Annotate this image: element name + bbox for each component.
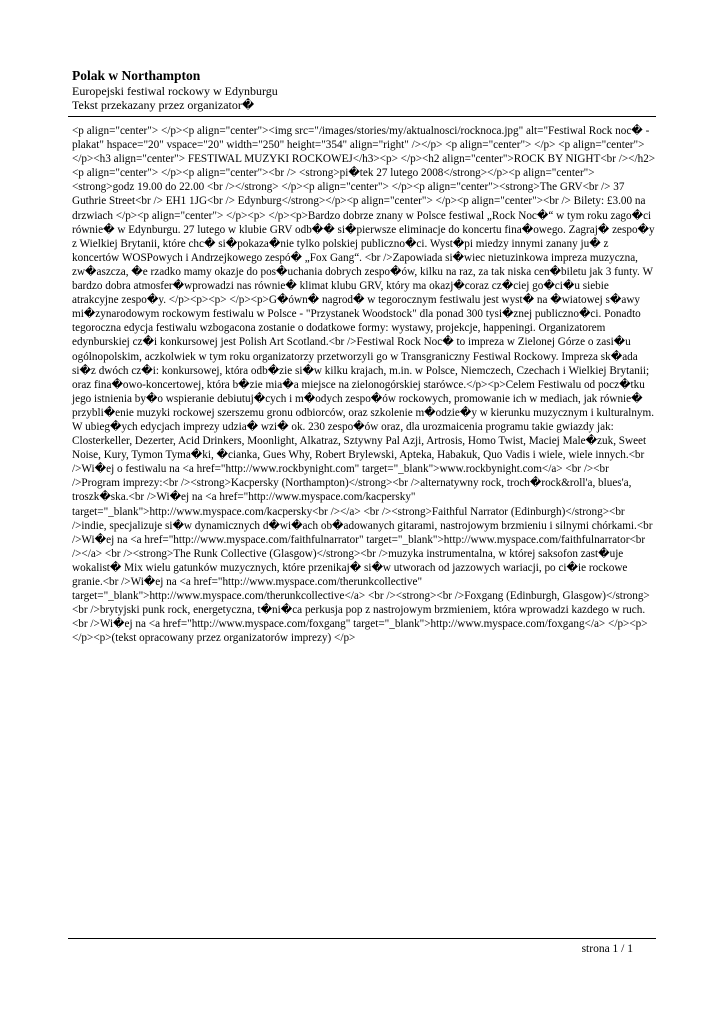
header-divider	[68, 116, 656, 117]
document-header	[72, 68, 652, 112]
article-subtitle: Europejski festiwal rockowy w Edynburgu	[72, 84, 278, 98]
page-number: strona 1 / 1	[581, 943, 633, 955]
footer-divider	[68, 938, 656, 939]
article-title: Polak w Northampton	[72, 68, 201, 83]
article-source-note: Tekst przekazany przez organizator�	[72, 98, 255, 112]
article-body: <p align="center"> </p><p align="center"><img src="/images/stories/my/aktualnosci/rocknoca.jpg" alt="Festiwal Rock noc� - plakat" hspace="20" vspace="20" width="250" height="354" align="right" /></p> <p align="center"> </p> <p align="center"> </p><h3 align="center"> FESTIWAL MUZYKI ROCKOWEJ</h3><p> </p><h2 align="center">ROCK BY NIGHT<br /></h2><p align="center"> </p><p align="center"><br /> <strong>pi�tek 27 lutego 2008</strong></p><p align="center"><strong>godz 19.00 do 22.00 <br /></strong> </p><p align="center"> </p><p align="center"><strong>The GRV<br /> 37 Guthrie Street<br /> EH1 1JG<br /> Edynburg</strong></p><p align="center"> </p><p align="center"><br /> Bilety: £3.00 na drzwiach </p><p align="center"> </p><p> </p><p>Bardzo dobrze znany w Polsce festiwal „Rock Noc�“ w tym roku zago�ci równie� w Edynburgu. 27 lutego w klubie GRV odb�� si�pierwsze eliminacje do koncertu fina�owego. Zagraj� zespo�y z Wielkiej Brytanii, które chc� si�pokaza�nie tylko polskiej publiczno�ci. Wyst�pi miedzy innymi zanany ju� z koncertów WOSPowych i Andrzejkowego zespó� „Fox Gang“. <br />Zapowiada si�wiec nietuzinkowa impreza muzyczna, zw�aszcza, �e rzadko mamy okazje do pos�uchania dobrych zespo�ów, kilku na raz, za tak niska cen�biletu jak 3 funty. W bardzo dobra atmosfer�wprowadzi nas równie� klimat klubu GRV, który ma okazj�coraz cz�ciej go�ci�u siebie atrakcyjne zespo�y. </p><p><p> </p><p>G�ówn� nagrod� w tegorocznym festiwalu jest wyst� na �wiatowej s�awy mi�zynarodowym rockowym festiwalu w Polsce - "Przystanek Woodstock" dla ponad 300 tysi�znej publiczno�ci. Ponadto tegoroczna edycja festiwalu wzbogacona zostanie o dodatkowe formy: wystawy, projekcje, happeningi. Organizatorem edynburskiej cz�i konkursowej jest Polish Art Scotland.<br />Festiwal Rock Noc� to impreza w Zielonej Górze o zasi�u ogólnopolskim, aczkolwiek w tym roku organizatorzy przetworzyli go w Transgraniczny Festiwal Rockowy. Impreza sk�ada si�z dwóch cz�i: konkursowej, która odb�zie si�w kilku krajach, m.in. w Polsce, Niemczech, Czechach i Wielkiej Brytanii; oraz fina�owo-koncertowej, która b�zie mia�a miejsce na zielonogórskiej starówce.</p><p>Celem Festiwalu od pocz�tku jego istnienia by�o wspieranie debiutuj�cych i m�odych zespo�ów rockowych, promowanie ich w mediach, jak równie� przybli�enie muzyki rockowej szerszemu gronu odbiorców, oraz szkolenie m�odzie�y w kierunku muzycznym i kulturalnym. W ubieg�ych edycjach imprezy udzia� wzi� ok. 230 zespo�ów oraz, dla urozmaicenia programu takie gwiazdy jak: Closterkeller, Dezerter, Acid Drinkers, Moonlight, Alkatraz, Sztywny Pal Azji, Artrosis, Homo Twist, Maciej Male�zuk, Sweet Noise, Kury, Tymon Tyma�ki, �cianka, Gues Why, Robert Brylewski, Apteka, Habakuk, Quo Vadis i wiele, wiele innych.<br />Wi�ej o festiwalu na <a href="http://www.rockbynight.com" target="_blank">www.rockbynight.com</a> <br /><br />Program imprezy:<br /><strong>Kacpersky (Northampton)</strong><br />alternatywny rock, troch�rock&roll'a, blues'a, troszk�ska.<br />Wi�ej na <a href="http://www.myspace.com/kacpersky" target="_blank">http://www.myspace.com/kacpersky<br /></a> <br /><strong>Faithful Narrator (Edinburgh)</strong><br />indie, specjalizuje si�w dynamicznych d�wi�ach ob�adowanych gitarami, nastrojowym brzmieniu i silnymi chórkami.<br />Wi�ej na <a href="http://www.myspace.com/faithfulnarrator" target="_blank">http://www.myspace.com/faithfulnarrator<br /></a> <br /><strong>The Runk Collective (Glasgow)</strong><br />muzyka instrumentalna, w której saksofon zast�uje wokalist� Mix wielu gatunków muzycznych, które przenikaj� si�w utworach od jazzowych wariacji, po ci�ie rockowe granie.<br />Wi�ej na <a href="http://www.myspace.com/therunkcollective" target="_blank">http://www.myspace.com/therunkcollective</a> <br /><strong><br />Foxgang (Edinburgh, Glasgow)</strong><br />brytyjski punk rock, energetyczna, t�ni�ca perkusja pop z nastrojowym brzmieniem, która wprowadzi kazdego w ruch.<br />Wi�ej na <a href="http://www.myspace.com/foxgang" target="_blank">http://www.myspace.com/foxgang</a> </p><p> </p><p>(tekst opracowany przez organizatorów imprezy) </p>	[72, 125, 656, 645]
